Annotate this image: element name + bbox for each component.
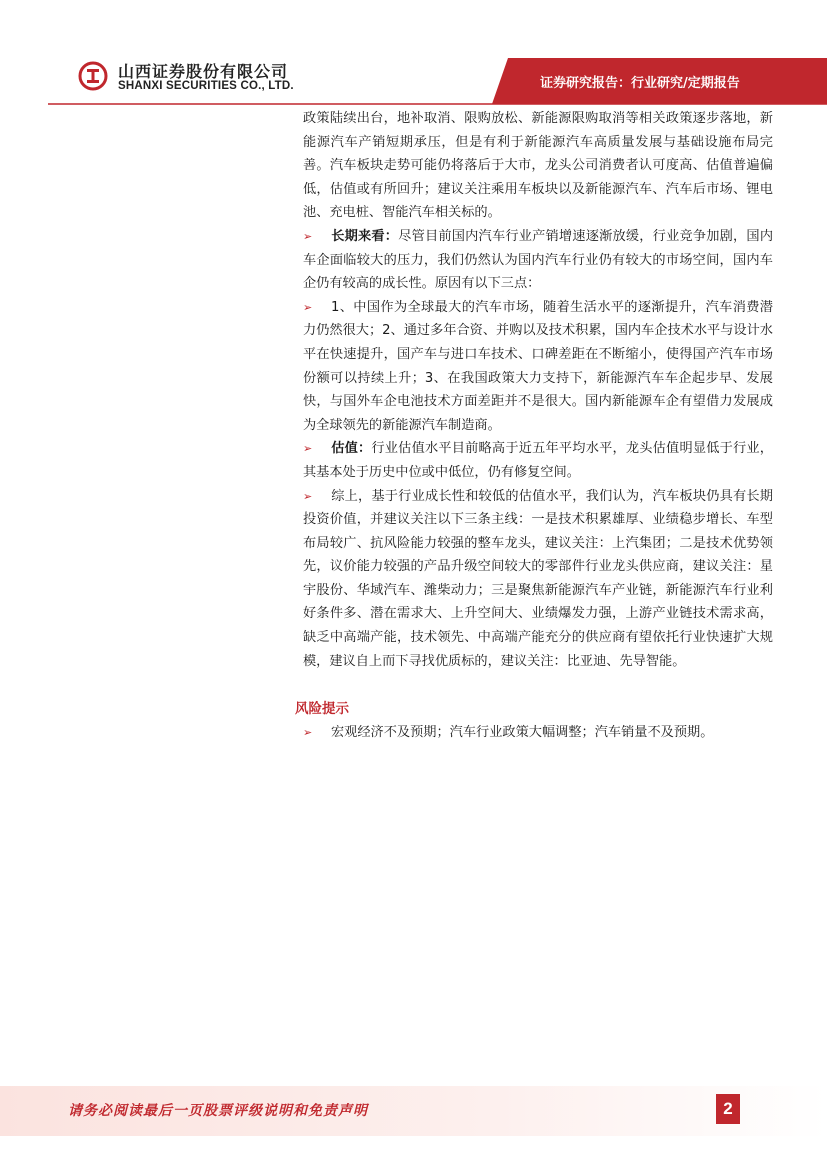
risk-section-title: 风险提示 [295, 701, 349, 718]
bullet-text: 行业估值水平目前略高于近五年平均水平，龙头估值明显低于行业，其基本处于历史中位或中低位，仍有修复空间。 [303, 441, 773, 480]
bullet-lead: 估值： [331, 441, 372, 457]
bullet-long-term [303, 225, 773, 296]
arrow-bullet-icon: ➢ [303, 489, 313, 503]
bullet-valuation [303, 437, 773, 484]
disclaimer-text: 请务必阅读最后一页股票评级说明和免责声明 [68, 1103, 368, 1119]
continuation-paragraph: 政策陆续出台，地补取消、限购放松、新能源限购取消等相关政策逐步落地，新能源汽车产销短期承压，但是有利于新能源汽车高质量发展与基础设施布局完善。汽车板块走势可能仍将落后于大市，龙头公司消费者认可度高、估值普遍偏低，估值或有所回升；建议关注乘用车板块以及新能源汽车、汽车后市场、锂电池、充电桩、智能汽车相关标的。 [303, 111, 773, 221]
arrow-bullet-icon: ➢ [303, 229, 313, 243]
arrow-bullet-icon: ➢ [303, 300, 313, 314]
bullet-reasons [303, 296, 773, 438]
arrow-bullet-icon: ➢ [303, 442, 313, 456]
bullet-text: 1、中国作为全球最大的汽车市场，随着生活水平的逐渐提升，汽车消费潜力仍然很大；2、通过多年合资、并购以及技术积累，国内车企技术水平与设计水平在快速提升，国产车与进口车技术、口碑差距在不断缩小，使得国产汽车市场份额可以持续上升；3、在我国政策大力支持下，新能源汽车车企起步早、发展快，与国外车企电池技术方面差距并不是很大。国内新能源车企有望借力发展成为全球领先的新能源汽车制造商。 [303, 299, 773, 433]
bullet-lead: 长期来看： [331, 228, 399, 244]
arrow-bullet-icon: ➢ [303, 726, 313, 740]
bullet-summary [303, 485, 773, 674]
bullet-text: 宏观经济不及预期；汽车行业政策大幅调整；汽车销量不及预期。 [331, 725, 714, 741]
company-logo-icon [78, 61, 108, 91]
company-name-cn: 山西证券股份有限公司 [118, 62, 289, 81]
risk-bullet [303, 721, 773, 745]
page-number: 2 [716, 1094, 740, 1124]
bullet-text: 综上，基于行业成长性和较低的估值水平，我们认为，汽车板块仍具有长期投资价值，并建议关注以下三条主线：一是技术积累雄厚、业绩稳步增长、车型布局较广、抗风险能力较强的整车龙头，建议关注：上汽集团；二是技术优势领先，议价能力较强的产品升级空间较大的零部件行业龙头供应商，建议关注：星宇股份、华域汽车、潍柴动力；三是聚焦新能源汽车产业链，新能源汽车行业利好条件多、潜在需求大、上升空间大、业绩爆发力强，上游产业链技术需求高，缺乏中高端产能，技术领先、中高端产能充分的供应商有望依托行业快速扩大规模，建议自上而下寻找优质标的，建议关注：比亚迪、先导智能。 [303, 488, 773, 669]
bullet-text: 尽管目前国内汽车行业产销增速逐渐放缓，行业竞争加剧，国内车企面临较大的压力，我们仍然认为国内汽车行业仍有较大的市场空间，国内车企仍有较高的成长性。原因有以下三点： [303, 228, 774, 292]
company-name-en: SHANXI SECURITIES CO., LTD. [118, 80, 294, 92]
report-body [295, 107, 774, 745]
report-type-label: 证券研究报告：行业研究/定期报告 [540, 76, 740, 91]
